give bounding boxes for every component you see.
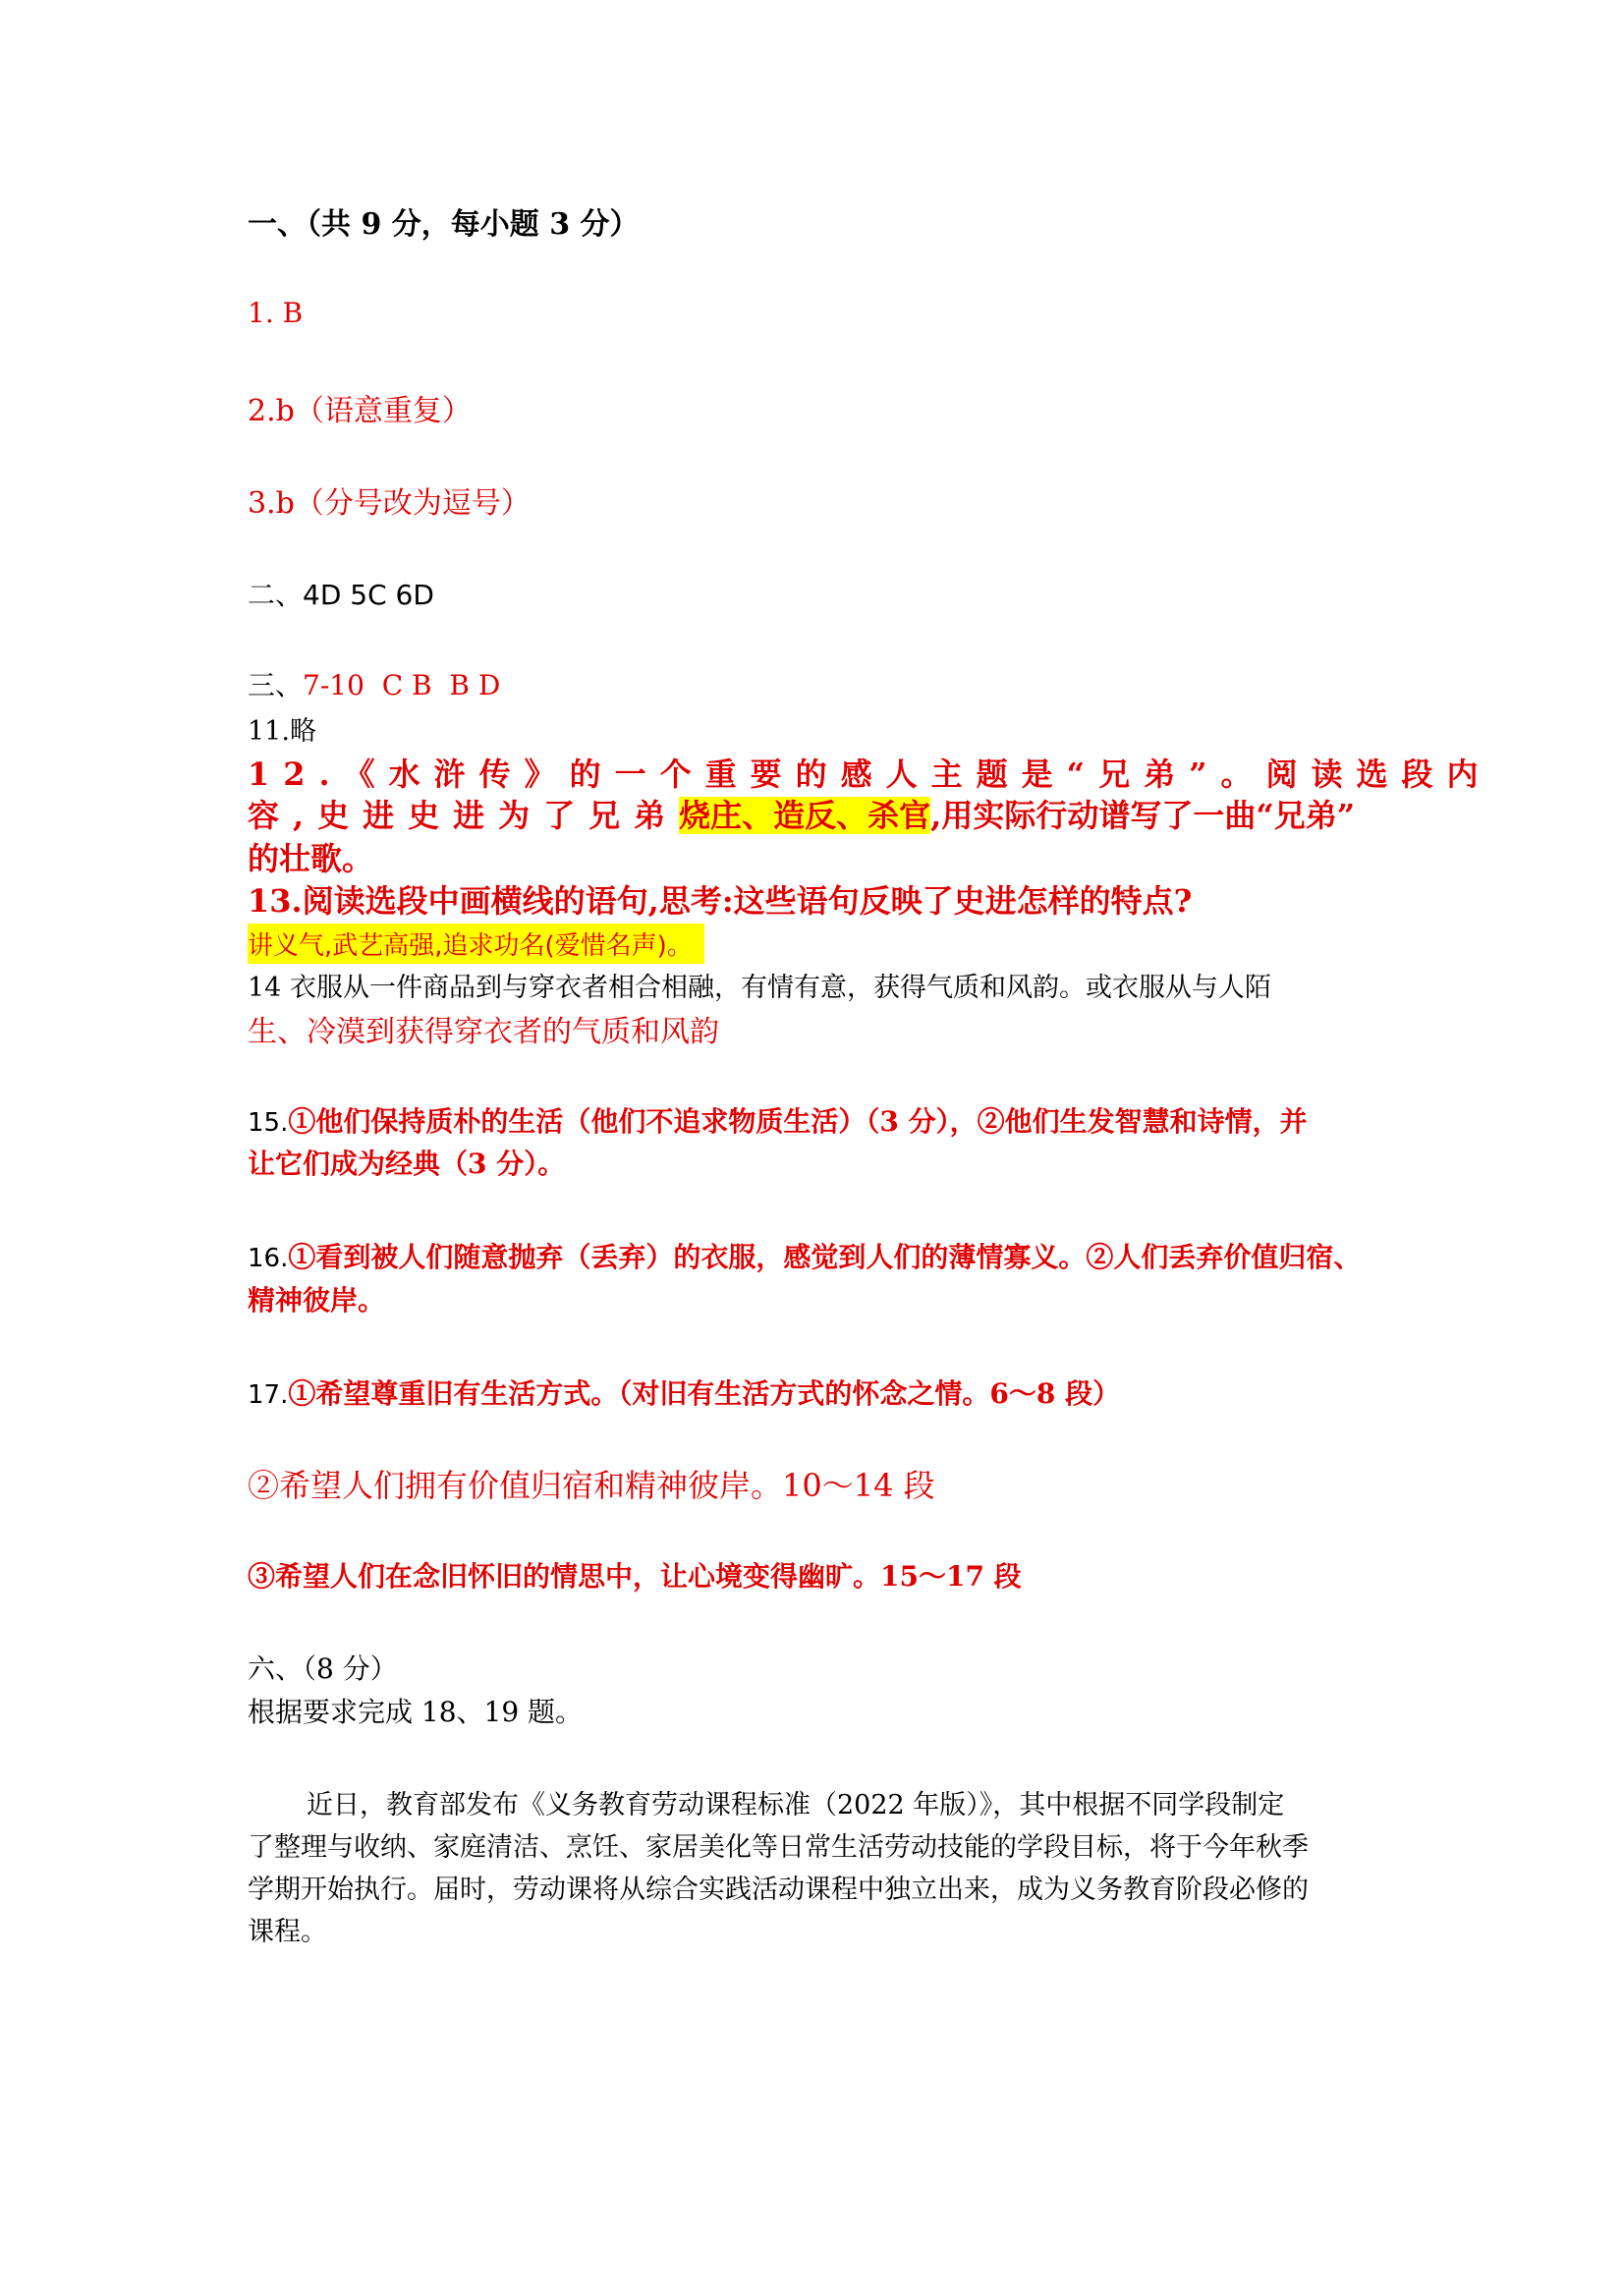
answer-q11: 11.略 bbox=[248, 716, 316, 747]
q17-number: 17. bbox=[248, 1380, 289, 1410]
section6-heading: 六、（8 分） bbox=[248, 1652, 398, 1685]
q16-text: ①看到被人们随意抛弃（丢弃）的衣服，感觉到人们的薄情寡义。②人们丢弃价值归宿、 bbox=[288, 1241, 1362, 1273]
passage-line4: 课程。 bbox=[248, 1917, 327, 1947]
q12-line1: 12.《水浒传》的一个重要的感人主题是“兄弟”。阅读选段内 bbox=[248, 756, 1492, 793]
q17-line2: ②希望人们拥有价值归宿和精神彼岸。10～14 段 bbox=[248, 1467, 935, 1504]
answer-q2: 2.b（语意重复） bbox=[248, 394, 472, 428]
q15-text: ①他们保持质朴的生活（他们不追求物质生活）（3 分），②他们生发智慧和诗情，并 bbox=[288, 1105, 1308, 1138]
q17-line1 bbox=[248, 1372, 1120, 1412]
passage-line2: 了整理与收纳、家庭清洁、烹饪、家居美化等日常生活劳动技能的学段目标，将于今年秋季 bbox=[248, 1832, 1309, 1863]
q12-line2 bbox=[248, 791, 1355, 836]
q12-line2-start: 容,史进史进为了兄弟 bbox=[248, 797, 680, 834]
q15-number: 15. bbox=[248, 1108, 289, 1138]
q16-number: 16. bbox=[248, 1244, 289, 1273]
q16-line1 bbox=[248, 1236, 1361, 1275]
q13-answer: 讲义气,武艺高强,追求功名(爱惜名声)。 bbox=[248, 924, 704, 964]
q17-line3: ③希望人们在念旧怀旧的情思中，让心境变得幽旷。15～17 段 bbox=[248, 1560, 1022, 1593]
passage-line1: 近日，教育部发布《义务教育劳动课程标准（2022 年版）》，其中根据不同学段制定 bbox=[307, 1790, 1285, 1820]
q12-line2-end: ,用实际行动谱写了一曲“兄弟” bbox=[930, 797, 1356, 834]
section6-instruction: 根据要求完成 18、19 题。 bbox=[248, 1696, 584, 1728]
q12-line3: 的壮歌。 bbox=[248, 840, 374, 877]
section1-heading: 一、（共 9 分，每小题 3 分） bbox=[248, 207, 640, 242]
q13-question: 13.阅读选段中画横线的语句,思考:这些语句反映了史进怎样的特点? bbox=[248, 882, 1193, 920]
q15-line1 bbox=[248, 1100, 1308, 1140]
q14-text: 14 衣服从一件商品到与穿衣者相合相融，有情有意，获得气质和风韵。或衣服从与人陌 bbox=[248, 973, 1271, 1003]
answer-q1: 1. B bbox=[248, 297, 304, 329]
q17-text: ①希望尊重旧有生活方式。（对旧有生活方式的怀念之情。6～8 段） bbox=[288, 1377, 1121, 1410]
passage-line3: 学期开始执行。届时，劳动课将从综合实践活动课程中独立出来，成为义务教育阶段必修的 bbox=[248, 1875, 1309, 1905]
section2-answers: 二、4D 5C 6D bbox=[248, 579, 434, 611]
q15-line2: 让它们成为经典（3 分）。 bbox=[248, 1148, 566, 1180]
q12-highlight: 烧庄、造反、杀官 bbox=[679, 797, 931, 834]
section3-prefix: 三、 bbox=[248, 669, 304, 701]
q14-line1 bbox=[248, 966, 1271, 1004]
answer-q3: 3.b（分号改为逗号） bbox=[248, 486, 531, 521]
section3-answers: 7-10 C B B D bbox=[303, 669, 501, 701]
section3-answers-row bbox=[248, 664, 500, 703]
q14-line2: 生、冷漠到获得穿衣者的气质和风韵 bbox=[248, 1015, 719, 1049]
q16-line2: 精神彼岸。 bbox=[248, 1284, 386, 1316]
